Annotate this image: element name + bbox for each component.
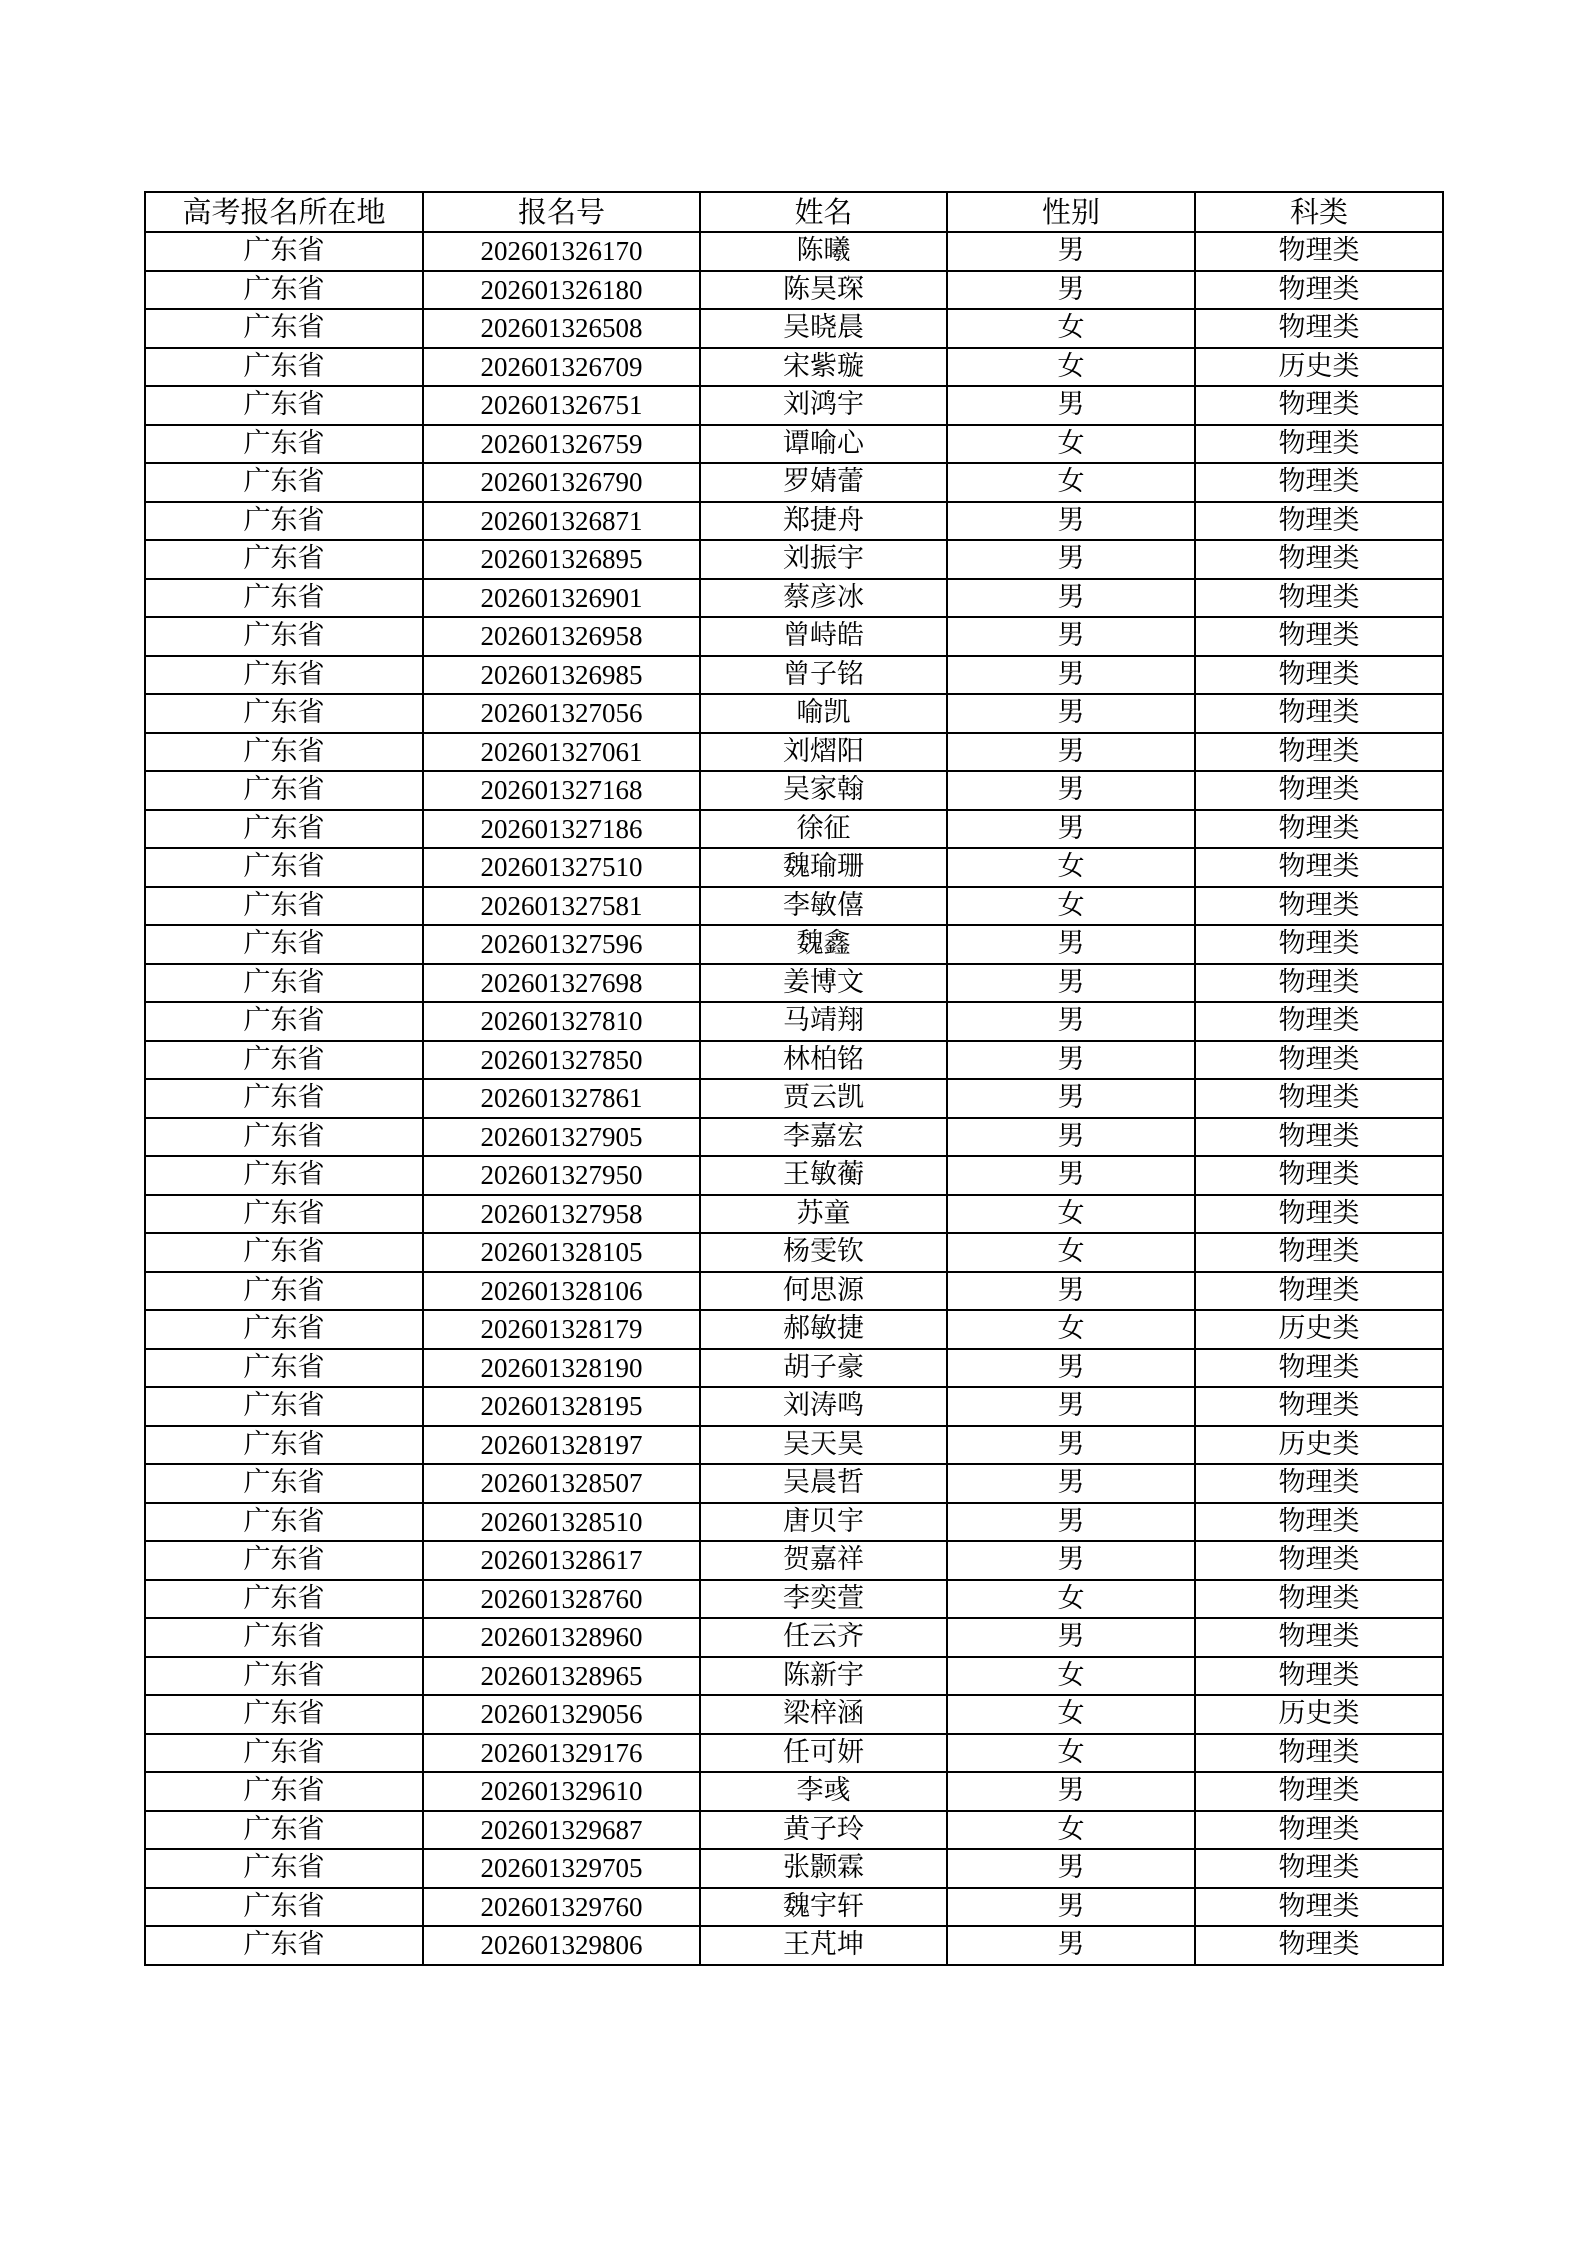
cell-registration-number: 202601327810: [423, 1002, 700, 1041]
cell-location: 广东省: [145, 1272, 423, 1311]
cell-registration-number: 202601327186: [423, 810, 700, 849]
cell-name: 罗婧蕾: [700, 463, 947, 502]
table-row: [145, 1118, 1443, 1157]
cell-location: 广东省: [145, 1849, 423, 1888]
cell-name: 任可妍: [700, 1734, 947, 1773]
cell-registration-number: 202601328510: [423, 1503, 700, 1542]
cell-subject-category: 物理类: [1195, 1849, 1443, 1888]
cell-name: 贾云凯: [700, 1079, 947, 1118]
cell-name: 徐征: [700, 810, 947, 849]
cell-location: 广东省: [145, 1888, 423, 1927]
cell-subject-category: 物理类: [1195, 1041, 1443, 1080]
cell-name: 李敏僖: [700, 887, 947, 926]
cell-location: 广东省: [145, 1541, 423, 1580]
table-row: [145, 232, 1443, 271]
cell-subject-category: 物理类: [1195, 1926, 1443, 1965]
cell-gender: 男: [947, 810, 1195, 849]
table-row: [145, 1041, 1443, 1080]
table-row: [145, 1888, 1443, 1927]
table-row: [145, 1195, 1443, 1234]
cell-location: 广东省: [145, 1156, 423, 1195]
cell-subject-category: 物理类: [1195, 810, 1443, 849]
cell-gender: 女: [947, 1811, 1195, 1850]
cell-registration-number: 202601327168: [423, 771, 700, 810]
cell-registration-number: 202601328179: [423, 1310, 700, 1349]
cell-subject-category: 物理类: [1195, 848, 1443, 887]
table-row: [145, 1926, 1443, 1965]
cell-registration-number: 202601328195: [423, 1387, 700, 1426]
cell-name: 刘熠阳: [700, 733, 947, 772]
cell-gender: 男: [947, 1503, 1195, 1542]
cell-gender: 男: [947, 656, 1195, 695]
cell-name: 宋紫璇: [700, 348, 947, 387]
table-row: [145, 925, 1443, 964]
cell-name: 贺嘉祥: [700, 1541, 947, 1580]
cell-subject-category: 物理类: [1195, 579, 1443, 618]
cell-gender: 男: [947, 964, 1195, 1003]
table-row: [145, 771, 1443, 810]
cell-subject-category: 物理类: [1195, 1657, 1443, 1696]
cell-name: 陈曦: [700, 232, 947, 271]
cell-location: 广东省: [145, 1387, 423, 1426]
cell-registration-number: 202601326790: [423, 463, 700, 502]
cell-gender: 男: [947, 617, 1195, 656]
table-row: [145, 694, 1443, 733]
cell-subject-category: 物理类: [1195, 1580, 1443, 1619]
cell-registration-number: 202601328965: [423, 1657, 700, 1696]
cell-name: 黄子玲: [700, 1811, 947, 1850]
cell-gender: 男: [947, 771, 1195, 810]
cell-location: 广东省: [145, 925, 423, 964]
cell-location: 广东省: [145, 1657, 423, 1696]
cell-gender: 男: [947, 1079, 1195, 1118]
cell-subject-category: 物理类: [1195, 1503, 1443, 1542]
cell-location: 广东省: [145, 1580, 423, 1619]
cell-registration-number: 202601328197: [423, 1426, 700, 1465]
table-row: [145, 1349, 1443, 1388]
table-row: [145, 1618, 1443, 1657]
header-name: 姓名: [700, 192, 947, 232]
cell-gender: 男: [947, 1002, 1195, 1041]
cell-location: 广东省: [145, 1926, 423, 1965]
cell-location: 广东省: [145, 309, 423, 348]
cell-registration-number: 202601326895: [423, 540, 700, 579]
cell-location: 广东省: [145, 1503, 423, 1542]
cell-name: 李奕萱: [700, 1580, 947, 1619]
cell-location: 广东省: [145, 1426, 423, 1465]
table-row: [145, 1849, 1443, 1888]
cell-registration-number: 202601328106: [423, 1272, 700, 1311]
registration-table: [144, 191, 1444, 1966]
table-row: [145, 733, 1443, 772]
table-row: [145, 463, 1443, 502]
cell-location: 广东省: [145, 1310, 423, 1349]
cell-location: 广东省: [145, 617, 423, 656]
cell-name: 马靖翔: [700, 1002, 947, 1041]
table-row: [145, 1503, 1443, 1542]
table-row: [145, 1272, 1443, 1311]
cell-location: 广东省: [145, 694, 423, 733]
table-row: [145, 1310, 1443, 1349]
cell-gender: 女: [947, 887, 1195, 926]
cell-registration-number: 202601329760: [423, 1888, 700, 1927]
table-row: [145, 1426, 1443, 1465]
cell-gender: 男: [947, 1118, 1195, 1157]
cell-registration-number: 202601326170: [423, 232, 700, 271]
cell-subject-category: 历史类: [1195, 348, 1443, 387]
cell-name: 刘振宇: [700, 540, 947, 579]
cell-name: 胡子豪: [700, 1349, 947, 1388]
cell-name: 杨雯钦: [700, 1233, 947, 1272]
cell-name: 唐贝宇: [700, 1503, 947, 1542]
cell-subject-category: 物理类: [1195, 1002, 1443, 1041]
table-row: [145, 540, 1443, 579]
cell-location: 广东省: [145, 1772, 423, 1811]
cell-subject-category: 物理类: [1195, 1734, 1443, 1773]
cell-subject-category: 物理类: [1195, 232, 1443, 271]
cell-registration-number: 202601327698: [423, 964, 700, 1003]
cell-subject-category: 物理类: [1195, 463, 1443, 502]
cell-name: 任云齐: [700, 1618, 947, 1657]
table-row: [145, 1079, 1443, 1118]
cell-name: 王敏蘅: [700, 1156, 947, 1195]
cell-location: 广东省: [145, 1118, 423, 1157]
table-row: [145, 1772, 1443, 1811]
cell-registration-number: 202601327596: [423, 925, 700, 964]
cell-registration-number: 202601326759: [423, 425, 700, 464]
cell-location: 广东省: [145, 656, 423, 695]
cell-location: 广东省: [145, 848, 423, 887]
cell-registration-number: 202601328617: [423, 1541, 700, 1580]
table-row: [145, 579, 1443, 618]
header-row: [145, 192, 1443, 232]
table-row: [145, 617, 1443, 656]
cell-gender: 男: [947, 1926, 1195, 1965]
cell-registration-number: 202601326180: [423, 271, 700, 310]
cell-subject-category: 物理类: [1195, 964, 1443, 1003]
cell-location: 广东省: [145, 232, 423, 271]
cell-gender: 男: [947, 925, 1195, 964]
cell-registration-number: 202601327056: [423, 694, 700, 733]
cell-gender: 男: [947, 1426, 1195, 1465]
cell-gender: 男: [947, 1041, 1195, 1080]
cell-gender: 女: [947, 1695, 1195, 1734]
cell-subject-category: 物理类: [1195, 733, 1443, 772]
cell-name: 魏瑜珊: [700, 848, 947, 887]
cell-name: 姜博文: [700, 964, 947, 1003]
table-row: [145, 887, 1443, 926]
cell-subject-category: 物理类: [1195, 1387, 1443, 1426]
cell-gender: 男: [947, 1541, 1195, 1580]
table-row: [145, 502, 1443, 541]
table-row: [145, 1156, 1443, 1195]
cell-location: 广东省: [145, 1811, 423, 1850]
table-row: [145, 1541, 1443, 1580]
cell-gender: 男: [947, 1618, 1195, 1657]
cell-name: 吴家翰: [700, 771, 947, 810]
cell-gender: 男: [947, 540, 1195, 579]
cell-location: 广东省: [145, 810, 423, 849]
cell-subject-category: 物理类: [1195, 656, 1443, 695]
cell-location: 广东省: [145, 502, 423, 541]
cell-registration-number: 202601327905: [423, 1118, 700, 1157]
cell-gender: 男: [947, 1156, 1195, 1195]
cell-gender: 女: [947, 1657, 1195, 1696]
cell-name: 刘鸿宇: [700, 386, 947, 425]
cell-registration-number: 202601328760: [423, 1580, 700, 1619]
header-subject-category: 科类: [1195, 192, 1443, 232]
cell-subject-category: 物理类: [1195, 1811, 1443, 1850]
cell-registration-number: 202601326985: [423, 656, 700, 695]
cell-gender: 男: [947, 1772, 1195, 1811]
table-row: [145, 810, 1443, 849]
cell-name: 曾峙皓: [700, 617, 947, 656]
cell-name: 曾子铭: [700, 656, 947, 695]
cell-location: 广东省: [145, 733, 423, 772]
cell-gender: 男: [947, 1387, 1195, 1426]
cell-gender: 女: [947, 348, 1195, 387]
cell-name: 梁梓涵: [700, 1695, 947, 1734]
table-row: [145, 848, 1443, 887]
table-body: [145, 232, 1443, 1965]
cell-name: 吴晓晨: [700, 309, 947, 348]
cell-location: 广东省: [145, 887, 423, 926]
cell-subject-category: 物理类: [1195, 1772, 1443, 1811]
cell-gender: 男: [947, 232, 1195, 271]
table-row: [145, 1002, 1443, 1041]
cell-registration-number: 202601326958: [423, 617, 700, 656]
cell-name: 谭喻心: [700, 425, 947, 464]
cell-location: 广东省: [145, 1464, 423, 1503]
table-row: [145, 1695, 1443, 1734]
cell-name: 吴天昊: [700, 1426, 947, 1465]
cell-location: 广东省: [145, 386, 423, 425]
cell-name: 吴晨哲: [700, 1464, 947, 1503]
cell-subject-category: 物理类: [1195, 1118, 1443, 1157]
cell-name: 刘涛鸣: [700, 1387, 947, 1426]
cell-location: 广东省: [145, 1349, 423, 1388]
cell-location: 广东省: [145, 1233, 423, 1272]
cell-subject-category: 历史类: [1195, 1426, 1443, 1465]
cell-registration-number: 202601328105: [423, 1233, 700, 1272]
cell-name: 陈新宇: [700, 1657, 947, 1696]
cell-location: 广东省: [145, 271, 423, 310]
cell-registration-number: 202601326709: [423, 348, 700, 387]
cell-registration-number: 202601328190: [423, 1349, 700, 1388]
cell-location: 广东省: [145, 540, 423, 579]
table-row: [145, 1387, 1443, 1426]
cell-subject-category: 物理类: [1195, 1233, 1443, 1272]
cell-name: 何思源: [700, 1272, 947, 1311]
table-row: [145, 309, 1443, 348]
cell-location: 广东省: [145, 771, 423, 810]
cell-gender: 男: [947, 733, 1195, 772]
cell-subject-category: 历史类: [1195, 1695, 1443, 1734]
cell-subject-category: 物理类: [1195, 1195, 1443, 1234]
cell-subject-category: 物理类: [1195, 1541, 1443, 1580]
cell-name: 陈昊琛: [700, 271, 947, 310]
table-row: [145, 1233, 1443, 1272]
table-row: [145, 386, 1443, 425]
cell-name: 郑捷舟: [700, 502, 947, 541]
cell-subject-category: 物理类: [1195, 540, 1443, 579]
cell-gender: 男: [947, 1464, 1195, 1503]
cell-subject-category: 物理类: [1195, 1464, 1443, 1503]
cell-subject-category: 物理类: [1195, 771, 1443, 810]
cell-subject-category: 物理类: [1195, 925, 1443, 964]
cell-subject-category: 物理类: [1195, 1079, 1443, 1118]
cell-gender: 女: [947, 1195, 1195, 1234]
cell-location: 广东省: [145, 964, 423, 1003]
cell-registration-number: 202601327958: [423, 1195, 700, 1234]
cell-subject-category: 物理类: [1195, 1349, 1443, 1388]
cell-subject-category: 物理类: [1195, 1618, 1443, 1657]
cell-gender: 男: [947, 1272, 1195, 1311]
cell-subject-category: 物理类: [1195, 386, 1443, 425]
cell-location: 广东省: [145, 348, 423, 387]
cell-registration-number: 202601328507: [423, 1464, 700, 1503]
cell-location: 广东省: [145, 1734, 423, 1773]
cell-gender: 男: [947, 386, 1195, 425]
cell-registration-number: 202601327581: [423, 887, 700, 926]
table-row: [145, 425, 1443, 464]
cell-gender: 男: [947, 694, 1195, 733]
cell-location: 广东省: [145, 579, 423, 618]
cell-gender: 女: [947, 1580, 1195, 1619]
table-row: [145, 1657, 1443, 1696]
cell-name: 王芃坤: [700, 1926, 947, 1965]
cell-subject-category: 物理类: [1195, 271, 1443, 310]
cell-gender: 女: [947, 848, 1195, 887]
cell-registration-number: 202601329806: [423, 1926, 700, 1965]
cell-registration-number: 202601329056: [423, 1695, 700, 1734]
cell-subject-category: 物理类: [1195, 309, 1443, 348]
cell-gender: 女: [947, 1233, 1195, 1272]
table-row: [145, 271, 1443, 310]
cell-location: 广东省: [145, 1002, 423, 1041]
cell-name: 魏宇轩: [700, 1888, 947, 1927]
cell-registration-number: 202601329705: [423, 1849, 700, 1888]
cell-gender: 男: [947, 502, 1195, 541]
cell-name: 郝敏捷: [700, 1310, 947, 1349]
cell-name: 李嘉宏: [700, 1118, 947, 1157]
cell-name: 张颢霖: [700, 1849, 947, 1888]
cell-location: 广东省: [145, 425, 423, 464]
cell-location: 广东省: [145, 1695, 423, 1734]
cell-subject-category: 物理类: [1195, 1888, 1443, 1927]
header-location: 高考报名所在地: [145, 192, 423, 232]
cell-gender: 女: [947, 1310, 1195, 1349]
table-row: [145, 1811, 1443, 1850]
table-row: [145, 964, 1443, 1003]
cell-gender: 女: [947, 309, 1195, 348]
cell-gender: 男: [947, 271, 1195, 310]
cell-location: 广东省: [145, 1079, 423, 1118]
cell-registration-number: 202601326508: [423, 309, 700, 348]
cell-registration-number: 202601328960: [423, 1618, 700, 1657]
cell-subject-category: 物理类: [1195, 694, 1443, 733]
table-row: [145, 1464, 1443, 1503]
cell-location: 广东省: [145, 463, 423, 502]
cell-name: 蔡彦冰: [700, 579, 947, 618]
cell-registration-number: 202601327850: [423, 1041, 700, 1080]
table-row: [145, 1734, 1443, 1773]
cell-subject-category: 物理类: [1195, 887, 1443, 926]
cell-subject-category: 物理类: [1195, 502, 1443, 541]
cell-registration-number: 202601327510: [423, 848, 700, 887]
cell-name: 林柏铭: [700, 1041, 947, 1080]
cell-registration-number: 202601329610: [423, 1772, 700, 1811]
cell-registration-number: 202601326901: [423, 579, 700, 618]
cell-name: 魏鑫: [700, 925, 947, 964]
table-row: [145, 656, 1443, 695]
cell-registration-number: 202601326751: [423, 386, 700, 425]
cell-name: 喻凯: [700, 694, 947, 733]
cell-registration-number: 202601327061: [423, 733, 700, 772]
cell-subject-category: 物理类: [1195, 1156, 1443, 1195]
cell-subject-category: 物理类: [1195, 1272, 1443, 1311]
table-row: [145, 348, 1443, 387]
table-row: [145, 1580, 1443, 1619]
cell-location: 广东省: [145, 1195, 423, 1234]
cell-location: 广东省: [145, 1618, 423, 1657]
header-gender: 性别: [947, 192, 1195, 232]
cell-gender: 女: [947, 463, 1195, 502]
cell-gender: 女: [947, 1734, 1195, 1773]
cell-name: 李彧: [700, 1772, 947, 1811]
cell-gender: 男: [947, 1349, 1195, 1388]
table-header: [145, 192, 1443, 232]
cell-location: 广东省: [145, 1041, 423, 1080]
cell-registration-number: 202601326871: [423, 502, 700, 541]
cell-gender: 男: [947, 1849, 1195, 1888]
cell-subject-category: 物理类: [1195, 425, 1443, 464]
cell-gender: 男: [947, 1888, 1195, 1927]
cell-registration-number: 202601329176: [423, 1734, 700, 1773]
cell-registration-number: 202601327950: [423, 1156, 700, 1195]
cell-subject-category: 历史类: [1195, 1310, 1443, 1349]
cell-gender: 男: [947, 579, 1195, 618]
cell-name: 苏童: [700, 1195, 947, 1234]
cell-registration-number: 202601327861: [423, 1079, 700, 1118]
cell-registration-number: 202601329687: [423, 1811, 700, 1850]
header-registration-number: 报名号: [423, 192, 700, 232]
cell-subject-category: 物理类: [1195, 617, 1443, 656]
cell-gender: 女: [947, 425, 1195, 464]
